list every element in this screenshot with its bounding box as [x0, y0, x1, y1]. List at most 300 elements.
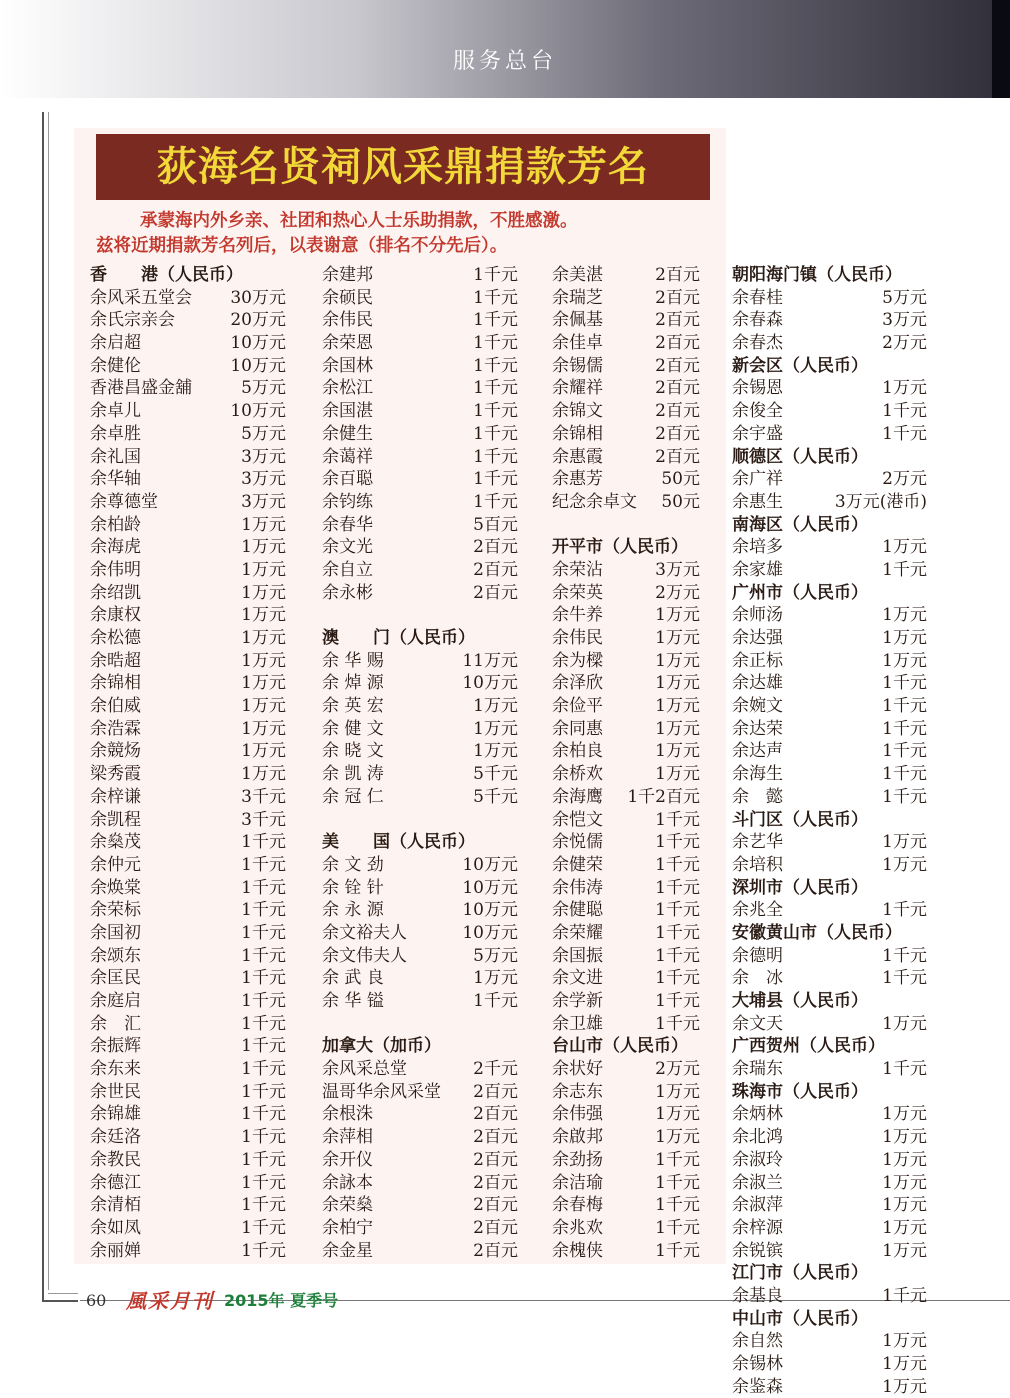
donor-name: 余礼国 [90, 446, 141, 467]
donation-amount: 1万元 [241, 628, 286, 648]
donor-name: 余宇盛 [732, 423, 783, 444]
donation-amount: 1千元 [473, 991, 518, 1011]
donor-row [90, 559, 286, 582]
donation-amount: 1万元 [882, 537, 927, 558]
donation-amount: 1千元 [882, 764, 927, 785]
donation-amount: 1万元 [241, 537, 286, 558]
donation-amount: 50元 [661, 469, 700, 490]
donation-amount: 1千元 [241, 922, 286, 943]
donor-name: 余为樑 [552, 650, 603, 671]
donor-name: 余教民 [90, 1149, 141, 1170]
donor-row [552, 1172, 700, 1195]
donor-name: 余荣燊 [322, 1195, 373, 1216]
article-title-box [96, 134, 710, 200]
region-heading-label: 南海区（人民币） [732, 514, 868, 535]
donor-row [732, 1013, 927, 1036]
donor-name: 余健生 [322, 423, 373, 444]
donation-amount: 1千元 [241, 1127, 286, 1148]
donation-amount: 1万元 [655, 1127, 700, 1148]
region-heading-label: 加拿大（加币） [322, 1036, 441, 1057]
region-heading-label: 顺德区（人民币） [732, 446, 868, 467]
donation-amount: 2万元 [882, 469, 927, 490]
donor-name: 余荣标 [90, 900, 141, 921]
donor-row [90, 786, 286, 809]
donor-row [90, 650, 286, 673]
donation-amount: 1千元 [655, 922, 700, 943]
donor-column-1 [90, 264, 286, 1262]
section-title: 服务总台 [452, 49, 557, 74]
donation-amount: 1千元 [241, 832, 286, 853]
donor-name: 余 冠 仁 [322, 786, 384, 807]
donation-amount: 1千元 [655, 1149, 700, 1170]
region-heading-label: 中山市（人民币） [732, 1308, 868, 1329]
donor-name: 余同惠 [552, 718, 603, 739]
region-heading [732, 922, 927, 945]
donation-amount: 1万元 [241, 764, 286, 785]
donation-amount: 1万元 [655, 628, 700, 648]
donation-amount: 1千元 [655, 900, 700, 921]
donor-row [732, 854, 927, 877]
donor-row [322, 877, 518, 900]
donor-name: 余正标 [732, 650, 783, 671]
donor-row [552, 899, 700, 922]
donor-name: 余风采总堂 [322, 1059, 407, 1080]
donor-row [322, 1058, 518, 1081]
donor-name: 余 武 良 [322, 968, 384, 989]
donor-row [90, 877, 286, 900]
donor-name: 余德江 [90, 1172, 141, 1193]
donation-amount: 1千元 [241, 1104, 286, 1125]
donation-amount: 1万元 [882, 1172, 927, 1193]
donation-amount: 1千元 [655, 1240, 700, 1261]
donor-row [322, 423, 518, 446]
donor-name: 余丽婵 [90, 1240, 141, 1261]
donor-name: 余荣耀 [552, 922, 603, 943]
donor-row [90, 1126, 286, 1149]
donation-amount: 1千元 [473, 355, 518, 376]
donor-name: 余松德 [90, 628, 141, 648]
donation-amount: 1千元 [241, 1149, 286, 1170]
donor-name: 余振辉 [90, 1036, 141, 1057]
donation-amount: 1千元 [882, 968, 927, 989]
donation-amount: 2百元 [655, 378, 700, 399]
donor-row [322, 468, 518, 491]
donor-name: 余锐镔 [732, 1240, 783, 1261]
donor-row [732, 967, 927, 990]
donor-name: 余荣沾 [552, 559, 603, 580]
region-heading-label: 澳 门（人民币） [322, 628, 475, 648]
donor-name: 余锡恩 [732, 378, 783, 399]
donor-row [322, 718, 518, 741]
donation-amount: 1万元 [882, 1217, 927, 1238]
donation-amount: 1千元 [655, 991, 700, 1011]
donation-amount: 1千元 [882, 718, 927, 739]
donation-amount: 1万元 [882, 854, 927, 875]
donation-amount: 1万元 [655, 673, 700, 694]
donor-name: 余瑞芝 [552, 287, 603, 308]
donation-amount: 30万元 [230, 287, 286, 308]
donor-name: 余庭启 [90, 991, 141, 1011]
donation-amount: 1千元 [241, 900, 286, 921]
donor-row [552, 718, 700, 741]
donor-name: 余基良 [732, 1285, 783, 1306]
donor-name: 余康权 [90, 605, 141, 626]
donor-name: 余文光 [322, 537, 373, 558]
region-heading [732, 1308, 927, 1331]
donation-amount: 1万元 [241, 514, 286, 535]
donor-row [732, 718, 927, 741]
donor-name: 余文进 [552, 968, 603, 989]
region-heading-label: 香 港（人民币） [90, 265, 243, 285]
donor-name: 余俊全 [732, 401, 783, 422]
donor-name: 余美湛 [552, 265, 603, 285]
donation-amount: 2万元 [655, 1059, 700, 1080]
donation-amount: 2百元 [655, 265, 700, 285]
donation-amount: 1万元 [882, 650, 927, 671]
donation-amount: 1千元 [655, 1172, 700, 1193]
donor-name: 余荣英 [552, 582, 603, 603]
donor-row [322, 264, 518, 287]
donor-row [90, 922, 286, 945]
donor-name: 余伟强 [552, 1104, 603, 1125]
region-heading [732, 446, 927, 469]
region-heading [732, 877, 927, 900]
donor-name: 余燊茂 [90, 832, 141, 853]
region-heading-label: 大埔县（人民币） [732, 991, 868, 1011]
donation-amount: 1千元 [473, 333, 518, 354]
donor-name: 纪念余卓文 [552, 491, 637, 512]
donation-amount: 1千元 [473, 310, 518, 331]
donor-row [732, 740, 927, 763]
donor-row [552, 582, 700, 605]
region-heading-label: 台山市（人民币） [552, 1036, 688, 1057]
donor-row [90, 1194, 286, 1217]
donor-name: 余兆全 [732, 900, 783, 921]
donor-row [552, 332, 700, 355]
donation-amount: 1万元 [241, 741, 286, 762]
donor-name: 余 英 宏 [322, 696, 384, 717]
region-heading [732, 1035, 927, 1058]
donation-amount: 2百元 [473, 1127, 518, 1148]
donor-row [732, 899, 927, 922]
donor-row [552, 1058, 700, 1081]
donation-amount: 1万元 [882, 1354, 927, 1374]
donor-row [552, 309, 700, 332]
donor-row [552, 877, 700, 900]
donation-amount: 1千元 [655, 968, 700, 989]
donor-name: 余国初 [90, 922, 141, 943]
donor-name: 余惠霞 [552, 446, 603, 467]
donation-amount: 1万元 [882, 628, 927, 648]
region-heading-label: 珠海市（人民币） [732, 1081, 868, 1102]
donor-name: 余清栢 [90, 1195, 141, 1216]
donor-row [90, 967, 286, 990]
donation-amount: 3万元 [655, 559, 700, 580]
donation-amount: 2百元 [473, 537, 518, 558]
donor-row [90, 718, 286, 741]
donor-row [90, 672, 286, 695]
donation-amount: 1千元 [882, 559, 927, 580]
donor-column-4 [732, 264, 927, 1398]
region-heading-label: 开平市（人民币） [552, 537, 688, 558]
donation-amount: 1千元 [473, 423, 518, 444]
region-heading [732, 1081, 927, 1104]
donor-name: 余状好 [552, 1059, 603, 1080]
donor-name: 余健聪 [552, 900, 603, 921]
donor-name: 余锦相 [90, 673, 141, 694]
donor-row [552, 491, 700, 514]
donor-name: 余淑萍 [732, 1195, 783, 1216]
donor-row [552, 287, 700, 310]
donor-row [732, 763, 927, 786]
donor-row [90, 400, 286, 423]
donation-amount: 1万元 [241, 605, 286, 626]
donation-amount: 1千元 [241, 1240, 286, 1261]
donation-amount: 1千元 [473, 401, 518, 422]
donor-name: 余硕民 [322, 287, 373, 308]
donation-amount: 2百元 [473, 1104, 518, 1125]
donation-amount: 1万元 [655, 696, 700, 717]
donor-row [322, 922, 518, 945]
region-heading [732, 582, 927, 605]
donor-name: 余德明 [732, 945, 783, 966]
donation-amount: 1万元 [882, 1013, 927, 1034]
donor-row [90, 809, 286, 832]
donor-name: 余开仪 [322, 1149, 373, 1170]
donor-name: 余梓源 [732, 1217, 783, 1238]
page-header-banner [0, 0, 1010, 98]
donor-row [322, 899, 518, 922]
donor-row [552, 1103, 700, 1126]
donation-amount: 1千元 [241, 854, 286, 875]
donation-amount: 1万元 [882, 1149, 927, 1170]
donor-row [732, 695, 927, 718]
donor-name: 余达荣 [732, 718, 783, 739]
donor-row [552, 423, 700, 446]
donor-row [552, 377, 700, 400]
donor-name: 余根洙 [322, 1104, 373, 1125]
donation-amount: 3万元 [241, 446, 286, 467]
donor-row [732, 627, 927, 650]
donation-amount: 5百元 [473, 514, 518, 535]
donor-name: 余国振 [552, 945, 603, 966]
donation-amount: 1千元 [241, 1217, 286, 1238]
donation-amount: 2百元 [473, 1217, 518, 1238]
donor-row [322, 287, 518, 310]
donor-row [552, 604, 700, 627]
donor-name: 余卫雄 [552, 1013, 603, 1034]
donor-name: 余国湛 [322, 401, 373, 422]
region-heading [732, 990, 927, 1013]
donation-amount: 1千元 [473, 491, 518, 512]
donation-amount: 1千元 [655, 809, 700, 830]
donor-row [732, 1172, 927, 1195]
donor-name: 余桥欢 [552, 764, 603, 785]
donation-amount: 1千元 [882, 1285, 927, 1306]
magazine-logo: 風采月刊 [126, 1289, 214, 1313]
donor-column-3 [552, 264, 700, 1262]
donor-name: 余锦相 [552, 423, 603, 444]
donor-name: 余浩霖 [90, 718, 141, 739]
donation-amount: 1千元 [241, 1059, 286, 1080]
donor-name: 余锦雄 [90, 1104, 141, 1125]
donor-row [90, 854, 286, 877]
donor-name: 余伟民 [322, 310, 373, 331]
donor-row [732, 1217, 927, 1240]
donation-amount: 1千元 [882, 945, 927, 966]
donation-amount: 11万元 [462, 650, 518, 671]
donor-row [90, 740, 286, 763]
donation-amount: 5万元 [241, 378, 286, 399]
donor-row [732, 536, 927, 559]
donor-row [322, 854, 518, 877]
donor-name: 余 懿 [732, 786, 783, 807]
donor-row [322, 355, 518, 378]
donor-name: 余文伟夫人 [322, 945, 407, 966]
donor-row [732, 332, 927, 355]
donor-row [322, 1217, 518, 1240]
donation-amount: 10万元 [462, 877, 518, 898]
donor-name: 余劲扬 [552, 1149, 603, 1170]
region-heading [322, 627, 518, 650]
donor-row [322, 1172, 518, 1195]
donor-column-2 [322, 264, 518, 1262]
region-heading-label: 江门市（人民币） [732, 1263, 868, 1284]
donor-name: 余达声 [732, 741, 783, 762]
donation-amount: 1千元 [655, 832, 700, 853]
donation-amount: 10万元 [462, 922, 518, 943]
donor-name: 余洁瑜 [552, 1172, 603, 1193]
region-heading-label: 广西贺州（人民币） [732, 1036, 885, 1057]
donor-name: 余 华 镒 [322, 991, 384, 1011]
donor-row [552, 468, 700, 491]
donor-name: 余永彬 [322, 582, 373, 603]
donation-amount: 1万元 [473, 718, 518, 739]
donation-amount: 1万元 [882, 1331, 927, 1352]
donor-name: 余 汇 [90, 1013, 141, 1034]
frame-line-vertical [42, 112, 44, 1302]
donor-name: 余兆欢 [552, 1217, 603, 1238]
donor-row [732, 1149, 927, 1172]
donor-name: 余 文 劲 [322, 854, 384, 875]
donor-row [732, 491, 927, 514]
donor-name: 余詠本 [322, 1172, 373, 1193]
donor-row [552, 559, 700, 582]
region-heading-label: 安徽黄山市（人民币） [732, 922, 902, 943]
region-heading [552, 536, 700, 559]
donation-amount: 2百元 [473, 1240, 518, 1261]
donation-amount: 1千元 [473, 378, 518, 399]
donor-name: 余锡林 [732, 1354, 783, 1374]
donor-name: 余培多 [732, 537, 783, 558]
header-dark-edge [992, 0, 1010, 98]
region-heading [732, 1262, 927, 1285]
donation-amount: 1千元 [882, 741, 927, 762]
region-heading [322, 1035, 518, 1058]
donation-amount: 1千元 [241, 991, 286, 1011]
region-heading-label: 朝阳海门镇（人民币） [732, 265, 902, 285]
donor-name: 余鉴森 [732, 1376, 783, 1397]
donor-row [552, 1126, 700, 1149]
donor-name: 余佩基 [552, 310, 603, 331]
donor-name: 余春森 [732, 310, 783, 331]
donor-row [552, 786, 700, 809]
donation-amount: 1千元 [882, 673, 927, 694]
donor-name: 余春桂 [732, 287, 783, 308]
donation-amount: 1千元 [241, 1036, 286, 1057]
donation-amount: 1千元 [473, 287, 518, 308]
intro-line-1: 承蒙海内外乡亲、社团和热心人士乐助捐款，不胜感激。 [140, 211, 578, 231]
donor-row [322, 990, 518, 1013]
region-heading [732, 809, 927, 832]
region-heading [90, 264, 286, 287]
donor-row [732, 1285, 927, 1308]
donation-amount: 1千元 [241, 1172, 286, 1193]
donor-row [322, 1081, 518, 1104]
donor-row [552, 831, 700, 854]
donation-amount: 1万元 [882, 1240, 927, 1261]
donor-name: 余世民 [90, 1081, 141, 1102]
donation-amount: 3万元 [241, 491, 286, 512]
donation-amount: 2百元 [655, 310, 700, 331]
donor-name: 余淑玲 [732, 1149, 783, 1170]
donation-amount: 1千元 [473, 446, 518, 467]
donor-row [90, 536, 286, 559]
donor-name: 余春杰 [732, 333, 783, 354]
donor-name: 余松江 [322, 378, 373, 399]
donation-amount: 1千元 [241, 1013, 286, 1034]
donor-row [322, 672, 518, 695]
donor-row [552, 740, 700, 763]
donor-row [732, 377, 927, 400]
donor-name: 余 焯 源 [322, 673, 384, 694]
donation-amount: 1千元 [655, 1217, 700, 1238]
donor-row [90, 899, 286, 922]
donor-name: 余北鸿 [732, 1127, 783, 1148]
donor-row [552, 650, 700, 673]
donor-row [322, 695, 518, 718]
donor-row [552, 922, 700, 945]
donor-row [732, 1103, 927, 1126]
donation-amount: 2百元 [655, 423, 700, 444]
donor-name: 温哥华余风采堂 [322, 1081, 441, 1102]
donor-row [552, 627, 700, 650]
donor-name: 余师汤 [732, 605, 783, 626]
donor-name: 余东来 [90, 1059, 141, 1080]
donation-amount: 1千元 [241, 968, 286, 989]
donation-amount: 3万元(港币) [834, 491, 927, 512]
donor-row [322, 786, 518, 809]
donor-name: 余钧练 [322, 491, 373, 512]
donor-row [90, 627, 286, 650]
donor-row [322, 582, 518, 605]
donation-amount: 5万元 [241, 423, 286, 444]
donation-amount: 20万元 [230, 310, 286, 331]
donation-amount: 1千元 [655, 1195, 700, 1216]
donation-amount: 1万元 [241, 696, 286, 717]
donor-name: 余牛养 [552, 605, 603, 626]
donor-row [732, 309, 927, 332]
donor-row [90, 355, 286, 378]
donor-name: 余建邦 [322, 265, 373, 285]
donor-name: 余家雄 [732, 559, 783, 580]
donor-name: 余锡儒 [552, 355, 603, 376]
frame-line-vertical-inner [48, 112, 49, 1290]
donor-name: 余佳卓 [552, 333, 603, 354]
donor-row [552, 967, 700, 990]
donor-name: 余自然 [732, 1331, 783, 1352]
donation-amount: 2百元 [473, 559, 518, 580]
